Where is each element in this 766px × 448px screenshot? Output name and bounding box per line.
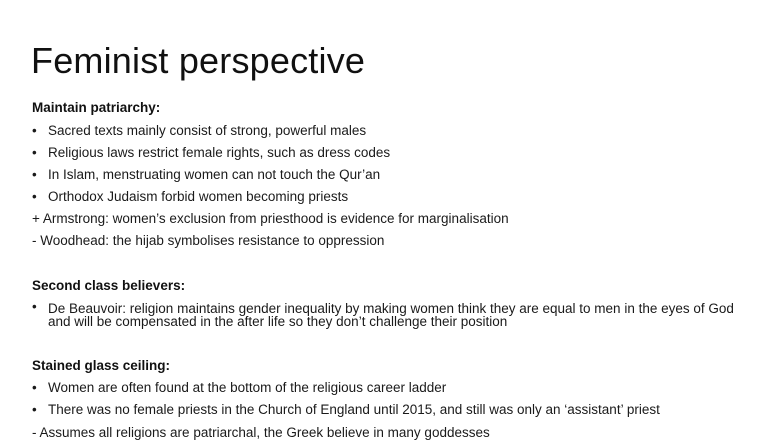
bullet-marker: • xyxy=(32,380,37,395)
bullet-text-orthodox-judaism: Orthodox Judaism forbid women becoming priests xyxy=(48,189,349,204)
section-heading-second-class: Second class believers: xyxy=(32,278,186,293)
bullet-marker: • xyxy=(32,189,37,204)
bullet-marker: • xyxy=(32,299,37,314)
minus-point-woodhead: - Woodhead: the hijab symbolises resistance to oppression xyxy=(32,233,385,248)
bullet-marker: • xyxy=(32,167,37,182)
slide-title: Feminist perspective xyxy=(31,40,366,81)
bullet-text-sacred-texts: Sacred texts mainly consist of strong, powerful males xyxy=(48,123,367,138)
bullet-marker: • xyxy=(32,123,37,138)
minus-point-greek-goddesses: - Assumes all religions are patriarchal, the Greek believe in many goddesses xyxy=(32,425,490,440)
bullet-text-church-of-england: There was no female priests in the Church of England until 2015, and still was only an ‘assistant’ priest xyxy=(48,402,660,417)
section-heading-patriarchy: Maintain patriarchy: xyxy=(32,100,161,115)
section-heading-glass-ceiling: Stained glass ceiling: xyxy=(32,358,171,373)
bullet-marker: • xyxy=(32,145,37,160)
bullet-marker: • xyxy=(32,402,37,417)
bullet-text-islam: In Islam, menstruating women can not touch the Qur’an xyxy=(48,167,381,182)
bullet-text-career-ladder: Women are often found at the bottom of the religious career ladder xyxy=(48,380,447,395)
plus-point-armstrong: + Armstrong: women’s exclusion from priesthood is evidence for marginalisation xyxy=(32,211,509,226)
bullet-text-religious-laws: Religious laws restrict female rights, such as dress codes xyxy=(48,145,391,160)
bullet-text-de-beauvoir: De Beauvoir: religion maintains gender inequality by making women think they are equal to men in the eyes of God and will be compensated in the after life so they don’t challenge their position xyxy=(48,301,734,329)
